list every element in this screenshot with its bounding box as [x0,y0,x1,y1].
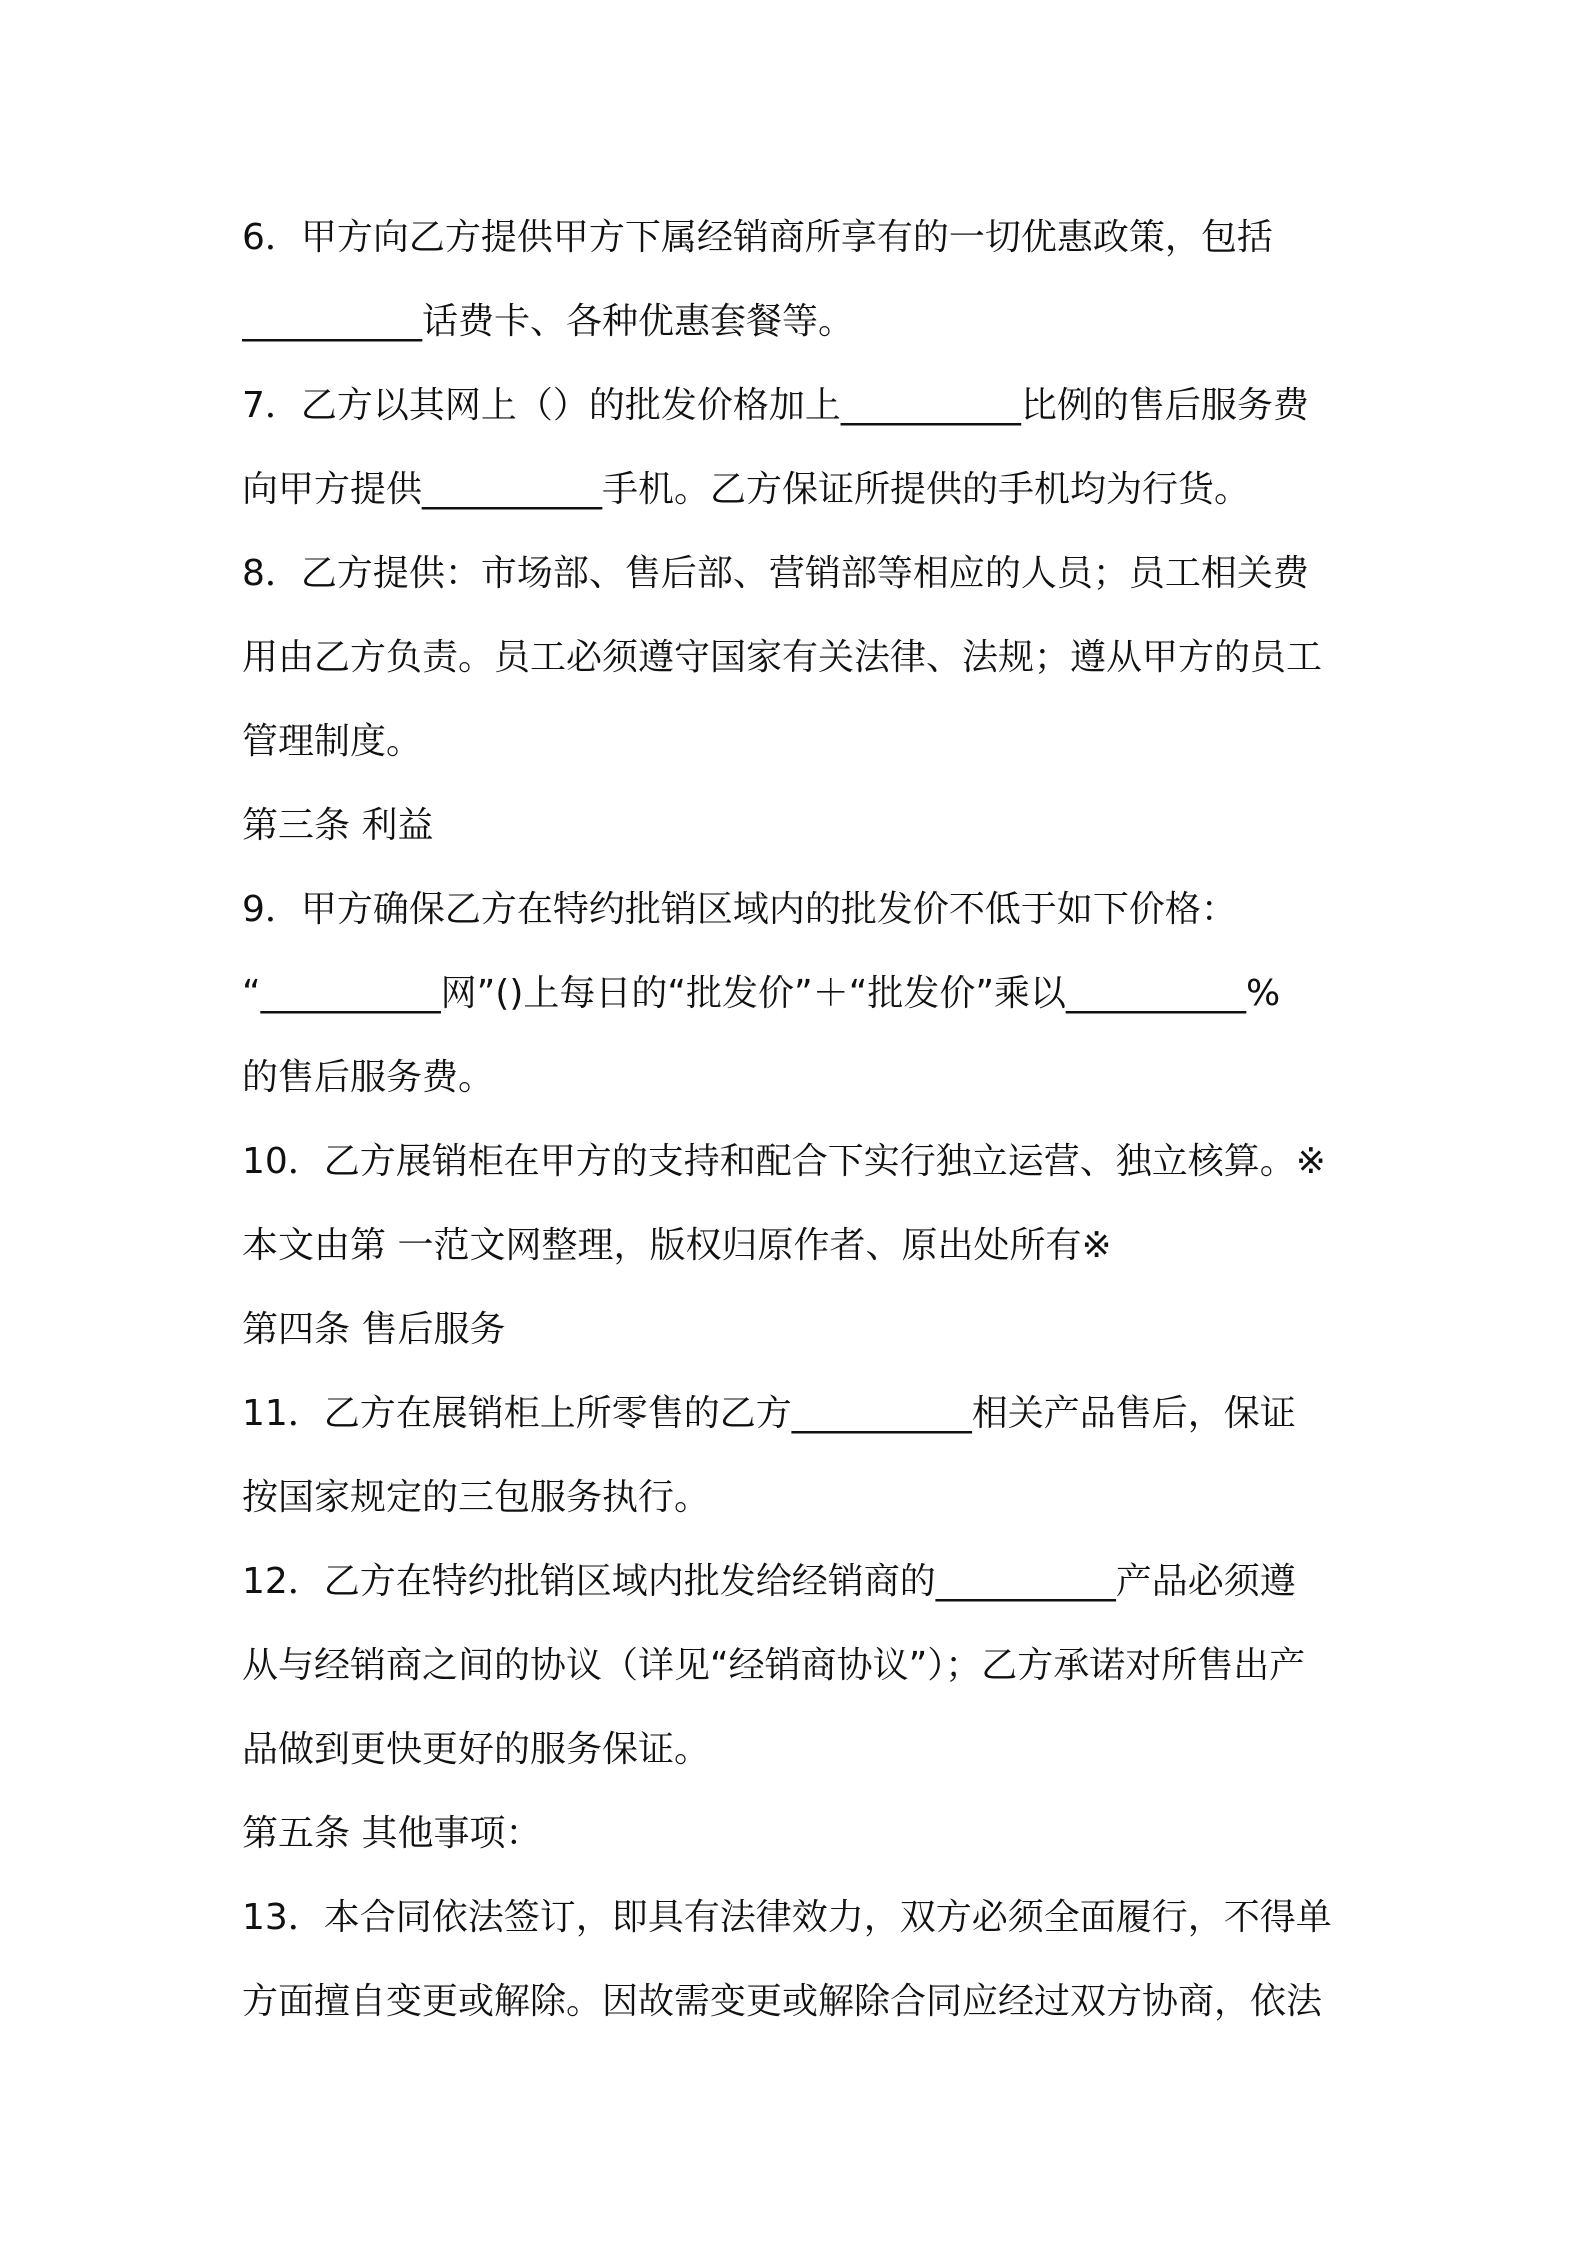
text-line: 本文由第 一范文网整理，版权归原作者、原出处所有※ [242,1225,1112,1266]
text-line: 方面擅自变更或解除。因故需变更或解除合同应经过双方协商，依法 [242,1981,1323,2022]
text-line: 管理制度。 [242,721,423,762]
text-line: 10．乙方展销柜在甲方的支持和配合下实行独立运营、独立核算。※ [242,1141,1326,1182]
text-line: 用由乙方负责。员工必须遵守国家有关法律、法规；遵从甲方的员工 [242,637,1323,678]
section-heading: 第三条 利益 [242,805,434,846]
text-line: __________话费卡、各种优惠套餐等。 [242,301,855,342]
text-line: “__________网”()上每日的“批发价”＋“批发价”乘以__________% [242,973,1281,1014]
text-line: 13．本合同依法签订，即具有法律效力，双方必须全面履行，不得单 [242,1897,1332,1938]
section-heading: 第五条 其他事项： [242,1813,542,1854]
text-line: 品做到更快更好的服务保证。 [242,1729,711,1770]
text-line: 9．甲方确保乙方在特约批销区域内的批发价不低于如下价格： [242,889,1237,930]
text-line: 11．乙方在展销柜上所零售的乙方__________相关产品售后，保证 [242,1393,1296,1434]
document-body [242,196,1362,2044]
text-line: 8．乙方提供：市场部、售后部、营销部等相应的人员；员工相关费 [242,553,1309,594]
text-line: 向甲方提供__________手机。乙方保证所提供的手机均为行货。 [242,469,1251,510]
text-line: 7．乙方以其网上（）的批发价格加上__________比例的售后服务费 [242,385,1309,426]
text-line: 从与经销商之间的协议（详见“经销商协议”）；乙方承诺对所售出产 [242,1645,1306,1686]
text-line: 的售后服务费。 [242,1057,495,1098]
text-line: 6．甲方向乙方提供甲方下属经销商所享有的一切优惠政策，包括 [242,217,1273,258]
section-heading: 第四条 售后服务 [242,1309,506,1350]
text-line: 按国家规定的三包服务执行。 [242,1477,711,1518]
text-line: 12．乙方在特约批销区域内批发给经销商的__________产品必须遵 [242,1561,1296,1602]
